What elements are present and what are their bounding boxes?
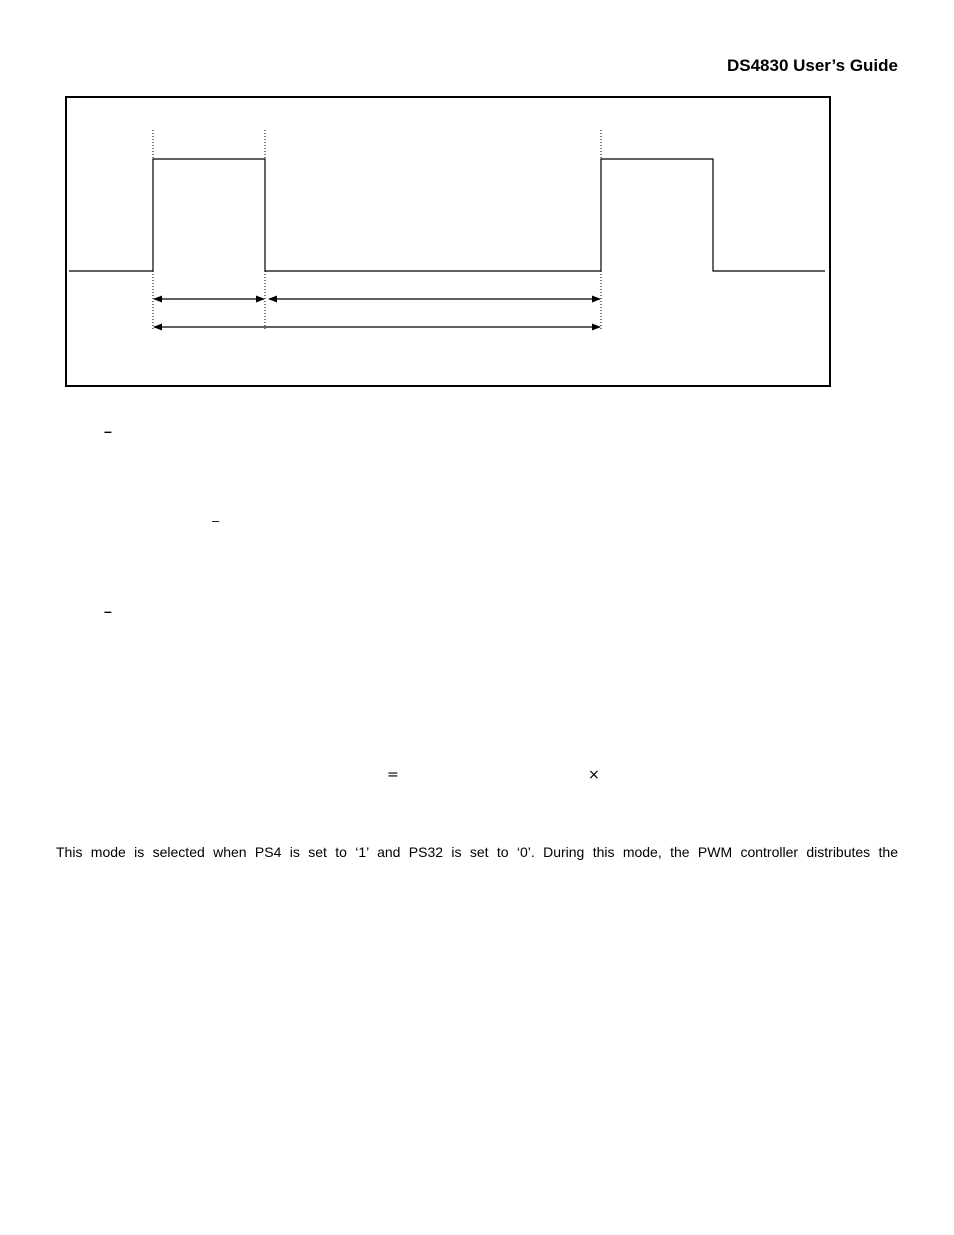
pwm-signal-trace [69, 159, 825, 271]
dash-glyph-2: – [212, 513, 220, 528]
body-paragraph-line: This mode is selected when PS4 is set to ‘1’ and PS32 is set to ‘0’. During this mode, the PWM controller distributes the [56, 844, 898, 860]
equals-sign: = [387, 767, 399, 783]
pwm-waveform-diagram [67, 98, 829, 385]
pwm-waveform-figure [65, 96, 831, 387]
dash-glyph-1: – [104, 423, 112, 439]
page-header-title: DS4830 User’s Guide [726, 56, 898, 75]
dash-glyph-3: – [104, 603, 112, 619]
multiply-sign: × [588, 767, 600, 783]
